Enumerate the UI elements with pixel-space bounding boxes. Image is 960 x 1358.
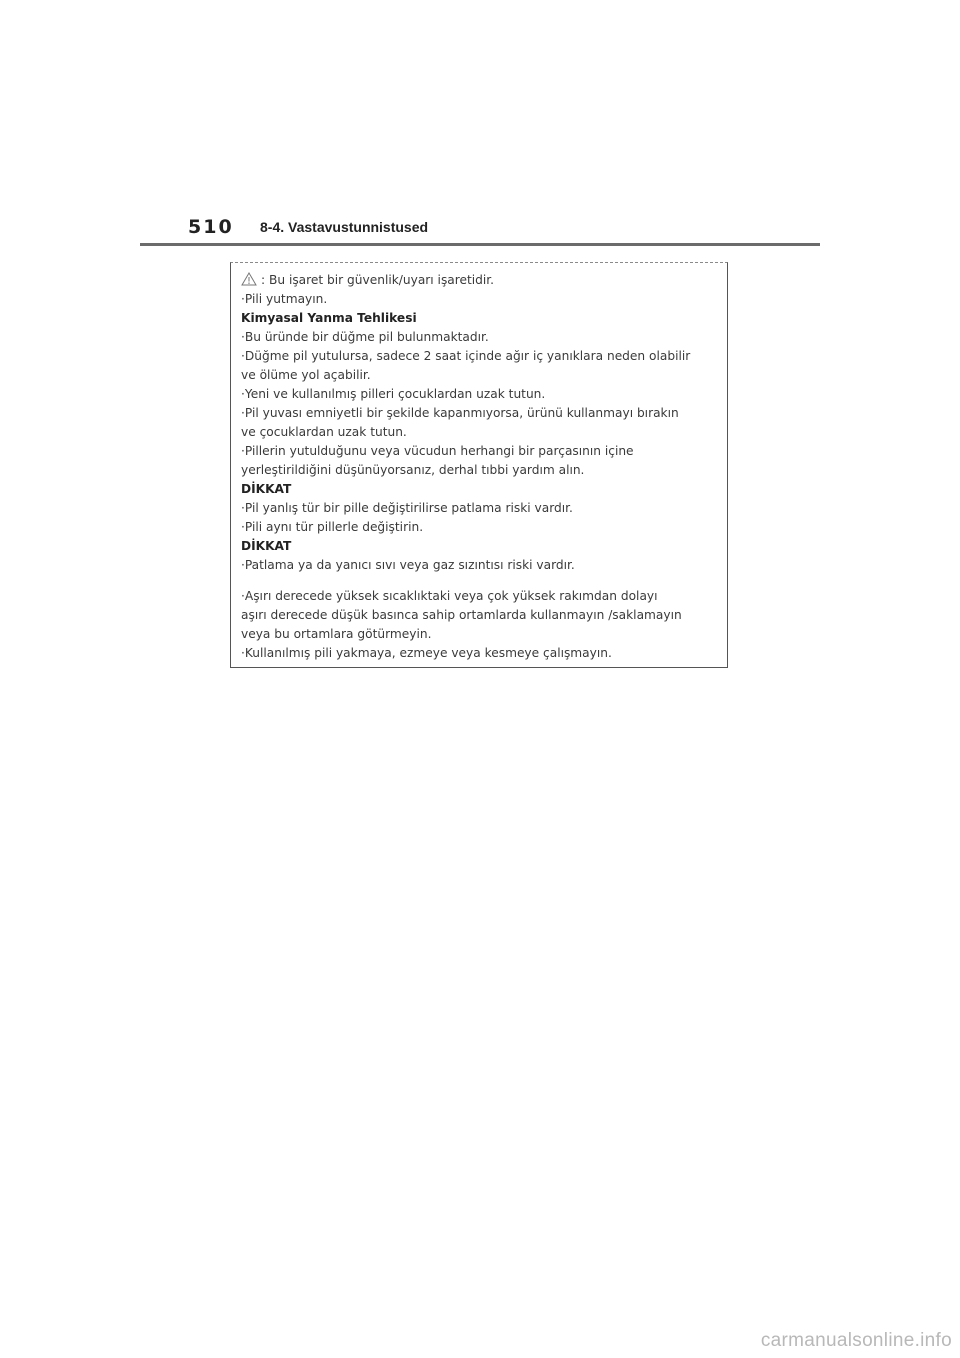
notice-line: ·Kullanılmış pili yakmaya, ezmeye veya kesmeye çalışmayın. [241, 646, 612, 660]
warning-triangle-icon [241, 272, 257, 286]
notice-line: ·Aşırı derecede yüksek sıcaklıktaki veya çok yüksek rakımdan dolayı [241, 589, 658, 603]
notice-line: yerleştirildiğini düşünüyorsanız, derhal tıbbi yardım alın. [241, 463, 585, 477]
notice-line: ve çocuklardan uzak tutun. [241, 425, 407, 439]
section-title: 8-4. Vastavustunnistused [260, 219, 429, 235]
notice-line: ·Bu üründe bir düğme pil bulunmaktadır. [241, 330, 489, 344]
notice-line: ·Pil yuvası emniyetli bir şekilde kapanmıyorsa, ürünü kullanmayı bırakın [241, 406, 679, 420]
page-number: 510 [188, 216, 234, 238]
watermark-logo: carmanualsonline.info [760, 1330, 952, 1351]
notice-line: veya bu ortamlara götürmeyin. [241, 627, 432, 641]
battery-warning-notice [230, 262, 728, 668]
notice-line-do-not-swallow: ·Pili yutmayın. [241, 292, 328, 306]
notice-icon-line [241, 271, 723, 290]
notice-line: ·Patlama ya da yanıcı sıvı veya gaz sızıntısı riski vardır. [241, 558, 575, 572]
notice-text-block [241, 271, 723, 663]
notice-heading-chemical-burn: Kimyasal Yanma Tehlikesi [241, 311, 417, 325]
notice-line: aşırı derecede düşük basınca sahip ortamlarda kullanmayın /saklamayın [241, 608, 682, 622]
page-header [140, 212, 820, 246]
header-rule [140, 243, 820, 246]
notice-line: ve ölüme yol açabilir. [241, 368, 371, 382]
notice-line: ·Pillerin yutulduğunu veya vücudun herhangi bir parçasının içine [241, 444, 634, 458]
notice-line: ·Düğme pil yutulursa, sadece 2 saat içinde ağır iç yanıklara neden olabilir [241, 349, 691, 363]
notice-heading-caution: DİKKAT [241, 482, 292, 496]
notice-line: ·Pili aynı tür pillerle değiştirin. [241, 520, 424, 534]
notice-heading-caution: DİKKAT [241, 539, 292, 553]
notice-symbol-description: : Bu işaret bir güvenlik/uyarı işaretidir. [261, 273, 495, 287]
notice-line: ·Yeni ve kullanılmış pilleri çocuklardan uzak tutun. [241, 387, 546, 401]
notice-spacer [241, 575, 723, 587]
notice-line: ·Pil yanlış tür bir pille değiştirilirse patlama riski vardır. [241, 501, 573, 515]
